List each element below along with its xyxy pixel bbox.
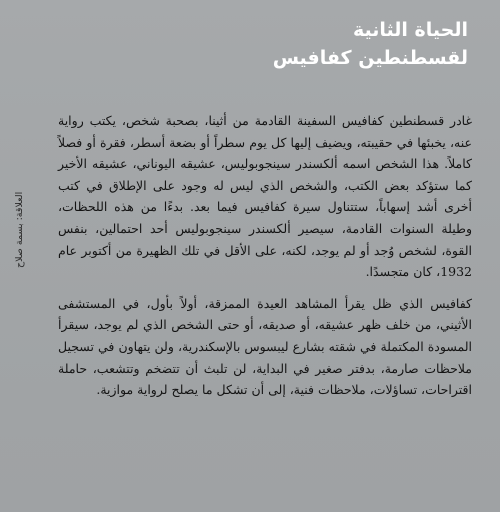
title-line-1: الحياة الثانية (352, 19, 468, 41)
paragraph-2: كفافيس الذي ظل يقرأ المشاهد العيدة الممزقة، أولاً بأول، في المستشفى الأثيني، من خلف ظهر عشيقه، أو صديقه، أو حتى الشخص الذي لم يوجد، سيقرأ المسودة المكتملة في شقته بشارع ليبسوس بالإسكندرية، ولن يتهاون في تسجيل ملاحظات صارمة، بدفتر صغير في البداية، لن تلبث أن تتضخم وتتشعب، حاملة اقتراحات، تساؤلات، ملاحظات فنية، إلى أن تشكل ما يصلح لرواية موازية. (58, 295, 472, 398)
illustration-credit: العلاقة: بسمة صلاح (14, 191, 25, 269)
article-body (58, 110, 472, 411)
article-title (168, 16, 468, 72)
paragraph-1: غادر قسطنطين كفافيس السفينة القادمة من أثينا، بصحبة شخص، يكتب رواية عنه، يخبئها في حقيبته، ويضيف إليها كل يوم سطراً أو بضعة أسطر، فقرة أو فصلاً كاملاً. هذا الشخص اسمه ألكسندر سينجوبوليس، عشيقه اليوناني، عشيقه الأخير كما ستؤكد بعض الكتب، والشخص الذي ليس له وجود على الإطلاق في كتب أخرى أشد إسهاباً، ستتناول سيرة كفافيس فيما بعد. بدءًا من هذه اللحظات، وطيلة السنوات القادمة، سيصير ألكسندر سينجوبوليس أحد احتمالين، بنفس القوة، لشخص وُجد أو لم يوجد، لكنه، على الأقل في تلك الظهيرة من أكتوبر عام 1932، كان متجسدًا. (58, 113, 472, 280)
title-line-2: لقسطنطين كفافيس (272, 47, 468, 69)
